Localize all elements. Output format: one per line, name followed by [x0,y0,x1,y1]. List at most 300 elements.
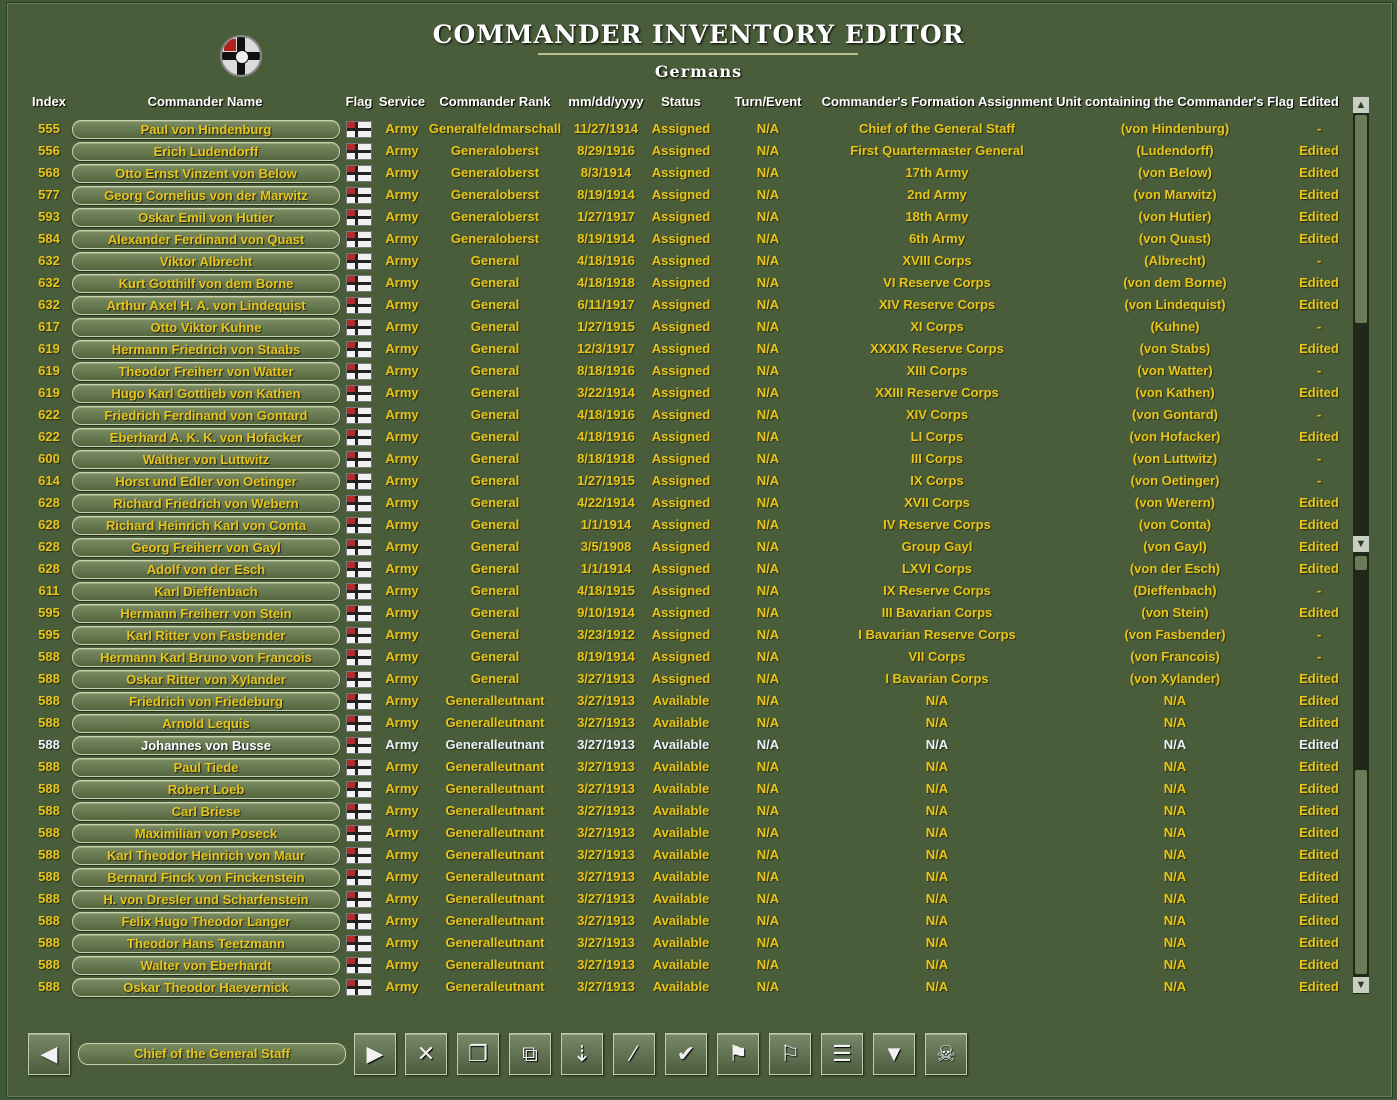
index-cell: 628 [38,517,60,532]
table-row[interactable] [0,976,1350,998]
service-cell: Army [385,297,419,312]
status-cell: Assigned [651,407,711,422]
move-down-icon[interactable]: ▼ [873,1033,915,1075]
table-row[interactable] [0,712,1350,734]
rank-cell: Generaloberst [450,143,540,158]
flag-icon[interactable] [346,781,372,798]
scroll-down-icon[interactable]: ▼ [1353,536,1369,552]
turn-cell: N/A [756,363,780,378]
flag-icon[interactable] [346,341,372,358]
service-cell: Army [385,517,419,532]
index-cell: 588 [38,891,60,906]
status-cell: Available [652,693,710,708]
scroll-up-icon[interactable]: ▲ [1353,97,1369,113]
index-cell: 628 [38,495,60,510]
commander-name-button[interactable]: Theodor Hans Teetzmann [72,934,340,953]
status-cell: Assigned [651,341,711,356]
table-row[interactable] [0,756,1350,778]
table-row[interactable] [0,822,1350,844]
commander-name-button[interactable]: Arnold Lequis [72,714,340,733]
status-cell: Assigned [651,473,711,488]
commander-name-button[interactable]: Oskar Theodor Haevernick [72,978,340,997]
formation-cell: IX Corps [910,473,964,488]
flag-icon[interactable] [346,495,372,512]
edited-cell: Edited [1299,737,1339,752]
commander-name-button[interactable]: Johannes von Busse [72,736,340,755]
header-index[interactable]: Index [32,94,66,109]
date-cell: 12/3/1917 [577,341,635,356]
table-row[interactable] [0,404,1350,426]
status-cell: Assigned [651,121,711,136]
status-cell: Assigned [651,451,711,466]
service-cell: Army [385,561,419,576]
flag-icon[interactable] [346,913,372,930]
table-row[interactable] [0,690,1350,712]
scrollbar-thumb-lower[interactable] [1355,770,1367,974]
flag-icon[interactable] [346,979,372,996]
table-row[interactable] [0,954,1350,976]
unit-cell: (von Hindenburg) [1120,121,1230,136]
flag-icon[interactable] [346,957,372,974]
unit-cell: N/A [1163,847,1187,862]
table-row[interactable] [0,558,1350,580]
turn-cell: N/A [756,165,780,180]
formation-cell: First Quartermaster General [850,143,1024,158]
edited-cell: - [1316,627,1322,642]
commander-name-button[interactable]: Eberhard A. K. K. von Hofacker [72,428,340,447]
table-row[interactable] [0,140,1350,162]
edited-cell: Edited [1299,275,1339,290]
flag-icon[interactable] [346,429,372,446]
rank-cell: General [470,605,520,620]
service-cell: Army [385,605,419,620]
flag-icon[interactable] [346,715,372,732]
table-row[interactable] [0,734,1350,756]
commander-name-button[interactable]: Arthur Axel H. A. von Lindequist [72,296,340,315]
index-cell: 588 [38,759,60,774]
flag-icon[interactable] [346,297,372,314]
commander-name-button[interactable]: Hermann Karl Bruno von Francois [72,648,340,667]
header-name[interactable]: Commander Name [147,94,263,109]
service-cell: Army [385,693,419,708]
turn-cell: N/A [756,143,780,158]
table-row[interactable] [0,316,1350,338]
formation-cell: XIV Corps [905,407,969,422]
unit-cell: (von Lindequist) [1124,297,1226,312]
table-row[interactable] [0,844,1350,866]
commander-name-button[interactable]: Oskar Emil von Hutier [72,208,340,227]
unit-cell: (Ludendorff) [1136,143,1214,158]
service-cell: Army [385,209,419,224]
commander-name-button[interactable]: Richard Friedrich von Webern [72,494,340,513]
flag-icon[interactable] [346,825,372,842]
unit-cell: N/A [1163,891,1187,906]
edited-cell: Edited [1299,297,1339,312]
flag-icon[interactable] [346,473,372,490]
edit-pen-icon[interactable]: ⁄ [613,1033,655,1075]
service-cell: Army [385,715,419,730]
rank-cell: Generalleutnant [445,957,545,972]
flag-icon[interactable] [346,649,372,666]
edited-cell: Edited [1299,429,1339,444]
edited-cell: - [1316,649,1322,664]
swap-icon[interactable]: ⧉ [509,1033,551,1075]
commander-name-button[interactable]: Theodor Freiherr von Watter [72,362,340,381]
status-cell: Assigned [651,209,711,224]
table-row[interactable] [0,514,1350,536]
header-edited[interactable]: Edited [1299,94,1339,109]
edited-cell: Edited [1299,165,1339,180]
status-cell: Available [652,913,710,928]
service-cell: Army [385,627,419,642]
flag-icon[interactable] [346,209,372,226]
turn-cell: N/A [756,737,780,752]
formation-cell: I Bavarian Corps [885,671,989,686]
rank-cell: Generaloberst [450,165,540,180]
rank-cell: General [470,671,520,686]
turn-cell: N/A [756,187,780,202]
unit-cell: (von Hutier) [1138,209,1212,224]
flag-icon[interactable] [346,759,372,776]
date-cell: 4/18/1916 [577,407,635,422]
date-cell: 8/29/1916 [577,143,635,158]
flag-icon[interactable] [346,935,372,952]
edited-cell: Edited [1299,187,1339,202]
rank-cell: Generaloberst [450,231,540,246]
commander-name-button[interactable]: Oskar Ritter von Xylander [72,670,340,689]
flag-icon[interactable] [346,891,372,908]
flag-icon[interactable] [346,319,372,336]
unit-cell: N/A [1163,979,1187,994]
unit-cell: N/A [1163,693,1187,708]
flag-icon[interactable] [346,561,372,578]
kill-commander-icon[interactable]: ☠ [925,1033,967,1075]
table-row[interactable] [0,866,1350,888]
service-cell: Army [385,319,419,334]
service-cell: Army [385,495,419,510]
service-cell: Army [385,473,419,488]
flag-icon[interactable] [346,363,372,380]
service-cell: Army [385,649,419,664]
flag-icon[interactable] [346,539,372,556]
formation-cell: N/A [925,715,949,730]
service-cell: Army [385,737,419,752]
turn-cell: N/A [756,935,780,950]
flag-icon[interactable] [346,385,372,402]
rank-cell: Generalleutnant [445,869,545,884]
edited-cell: Edited [1299,209,1339,224]
date-cell: 1/1/1914 [580,561,632,576]
commander-name-button[interactable]: Richard Heinrich Karl von Conta [72,516,340,535]
header-service[interactable]: Service [378,94,426,109]
index-cell: 614 [38,473,60,488]
commander-name-button[interactable]: Felix Hugo Theodor Langer [72,912,340,931]
formation-cell: 2nd Army [907,187,967,202]
commander-name-button[interactable]: Erich Ludendorff [72,142,340,161]
scrollbar-thumb-secondary[interactable] [1355,556,1367,570]
flag-icon[interactable] [346,627,372,644]
commander-name-button[interactable]: Bernard Finck von Finckenstein [72,868,340,887]
formation-cell: N/A [925,847,949,862]
index-cell: 555 [38,121,60,136]
flag-icon[interactable] [346,187,372,204]
status-cell: Assigned [651,583,711,598]
date-cell: 4/18/1916 [577,429,635,444]
sort-icon[interactable]: ⇣ [561,1033,603,1075]
turn-cell: N/A [756,495,780,510]
index-cell: 619 [38,341,60,356]
commander-name-button[interactable]: Kurt Gotthilf von dem Borne [72,274,340,293]
header-date[interactable]: mm/dd/yyyy [568,94,644,109]
table-row[interactable] [0,162,1350,184]
unit-cell: (von Conta) [1138,517,1212,532]
table-row[interactable] [0,206,1350,228]
status-cell: Assigned [651,187,711,202]
formation-cell: XIII Corps [906,363,968,378]
flag-icon[interactable] [346,451,372,468]
commander-name-button[interactable]: Viktor Albrecht [72,252,340,271]
flag-icon[interactable] [346,693,372,710]
status-cell: Assigned [651,649,711,664]
unit-cell: (von Fasbender) [1124,627,1226,642]
commander-name-button[interactable]: Friedrich von Friedeburg [72,692,340,711]
rank-cell: Generalleutnant [445,803,545,818]
flag-icon[interactable] [346,737,372,754]
header-rank[interactable]: Commander Rank [439,94,551,109]
rank-cell: Generalfeldmarschall [428,121,562,136]
rank-cell: Generalleutnant [445,935,545,950]
unit-cell: N/A [1163,825,1187,840]
date-cell: 8/18/1918 [577,451,635,466]
table-row[interactable] [0,470,1350,492]
index-cell: 593 [38,209,60,224]
next-formation-button[interactable]: ▶ [354,1033,396,1075]
header-turn[interactable]: Turn/Event [734,94,802,109]
edited-cell: - [1316,253,1322,268]
commander-name-button[interactable]: Adolf von der Esch [72,560,340,579]
index-cell: 556 [38,143,60,158]
table-row[interactable] [0,184,1350,206]
flag-icon[interactable] [346,605,372,622]
status-cell: Available [652,825,710,840]
service-cell: Army [385,583,419,598]
table-row[interactable] [0,294,1350,316]
turn-cell: N/A [756,539,780,554]
table-row[interactable] [0,800,1350,822]
index-cell: 628 [38,561,60,576]
flag-icon[interactable] [346,407,372,424]
unit-cell: N/A [1163,803,1187,818]
table-row[interactable] [0,536,1350,558]
status-cell: Assigned [651,517,711,532]
service-cell: Army [385,407,419,422]
flag-icon[interactable] [346,583,372,600]
table-row[interactable] [0,426,1350,448]
turn-cell: N/A [756,429,780,444]
flag-icon[interactable] [346,847,372,864]
commander-name-button[interactable]: H. von Dresler und Scharfenstein [72,890,340,909]
assign-flag-icon[interactable]: ⚑ [717,1033,759,1075]
table-row[interactable] [0,778,1350,800]
commander-name-button[interactable]: Friedrich Ferdinand von Gontard [72,406,340,425]
commander-name-button[interactable]: Paul Tiede [72,758,340,777]
commander-name-button[interactable]: Karl Dieffenbach [72,582,340,601]
table-row[interactable] [0,228,1350,250]
status-cell: Available [652,847,710,862]
edited-cell: Edited [1299,385,1339,400]
flag-icon[interactable] [346,869,372,886]
commander-name-button[interactable]: Paul von Hindenburg [72,120,340,139]
flag-icon[interactable] [346,231,372,248]
table-row[interactable] [0,382,1350,404]
table-row[interactable] [0,492,1350,514]
copy-icon[interactable]: ❐ [457,1033,499,1075]
commander-name-button[interactable]: Horst und Edler von Oetinger [72,472,340,491]
scroll-end-icon[interactable]: ▼ [1353,977,1369,993]
turn-cell: N/A [756,583,780,598]
commander-name-button[interactable]: Otto Viktor Kuhne [72,318,340,337]
service-cell: Army [385,869,419,884]
table-row[interactable] [0,932,1350,954]
edited-cell: Edited [1299,143,1339,158]
service-cell: Army [385,825,419,840]
commander-name-button[interactable]: Robert Loeb [72,780,340,799]
status-cell: Assigned [651,385,711,400]
table-row[interactable] [0,338,1350,360]
commander-name-button[interactable]: Hermann Freiherr von Stein [72,604,340,623]
list-icon[interactable]: ☰ [821,1033,863,1075]
index-cell: 622 [38,407,60,422]
unit-cell: N/A [1163,781,1187,796]
turn-cell: N/A [756,605,780,620]
rank-cell: General [470,627,520,642]
service-cell: Army [385,341,419,356]
turn-cell: N/A [756,715,780,730]
flag-icon[interactable] [346,165,372,182]
index-cell: 600 [38,451,60,466]
edited-cell: Edited [1299,605,1339,620]
commander-name-button[interactable]: Walter von Eberhardt [72,956,340,975]
rank-cell: General [470,253,520,268]
commander-name-button[interactable]: Walther von Luttwitz [72,450,340,469]
date-cell: 4/22/1914 [577,495,635,510]
date-cell: 3/27/1913 [577,671,635,686]
index-cell: 568 [38,165,60,180]
table-row[interactable] [0,250,1350,272]
date-cell: 3/27/1913 [577,737,635,752]
table-row[interactable] [0,624,1350,646]
edited-cell: - [1316,451,1322,466]
formation-cell: XXXIX Reserve Corps [870,341,1004,356]
unit-cell: (von Stabs) [1139,341,1211,356]
delete-icon[interactable]: ✕ [405,1033,447,1075]
index-cell: 577 [38,187,60,202]
rank-cell: Generaloberst [450,187,540,202]
table-row[interactable] [0,888,1350,910]
commander-name-button[interactable]: Maximilian von Poseck [72,824,340,843]
service-cell: Army [385,187,419,202]
rank-cell: Generalleutnant [445,825,545,840]
formation-cell: IX Reserve Corps [883,583,991,598]
unit-cell: (von Stein) [1141,605,1209,620]
index-cell: 619 [38,363,60,378]
commander-name-button[interactable]: Hermann Friedrich von Staabs [72,340,340,359]
unit-cell: (von Xylander) [1129,671,1221,686]
index-cell: 588 [38,957,60,972]
flag-icon[interactable] [346,803,372,820]
table-row[interactable] [0,646,1350,668]
previous-formation-button[interactable]: ◀ [28,1033,70,1075]
commander-name-button[interactable]: Georg Cornelius von der Marwitz [72,186,340,205]
table-row[interactable] [0,272,1350,294]
turn-cell: N/A [756,209,780,224]
unit-cell: N/A [1163,737,1187,752]
table-row[interactable] [0,602,1350,624]
status-cell: Available [652,935,710,950]
index-cell: 588 [38,803,60,818]
rank-cell: Generaloberst [450,209,540,224]
flag-icon[interactable] [346,253,372,270]
status-cell: Assigned [651,561,711,576]
header-unit[interactable]: Unit containing the Commander's Flag [1056,94,1294,109]
table-row[interactable] [0,118,1350,140]
commander-name-button[interactable]: Karl Theodor Heinrich von Maur [72,846,340,865]
flag-icon[interactable] [346,143,372,160]
formation-cell: III Bavarian Corps [881,605,993,620]
current-formation-field[interactable]: Chief of the General Staff [78,1043,346,1065]
commander-name-button[interactable]: Carl Briese [72,802,340,821]
header-status[interactable]: Status [661,94,701,109]
flag-icon[interactable] [346,671,372,688]
header-flag[interactable]: Flag [345,94,373,109]
commander-name-button[interactable]: Hugo Karl Gottlieb von Kathen [72,384,340,403]
formation-cell: XXIII Reserve Corps [875,385,999,400]
status-cell: Available [652,803,710,818]
turn-cell: N/A [756,451,780,466]
header-formation[interactable]: Commander's Formation Assignment [821,94,1053,109]
table-row[interactable] [0,580,1350,602]
table-row[interactable] [0,910,1350,932]
date-cell: 1/27/1915 [577,319,635,334]
commander-name-button[interactable]: Georg Freiherr von Gayl [72,538,340,557]
service-cell: Army [385,847,419,862]
accept-check-icon[interactable]: ✔ [665,1033,707,1075]
service-cell: Army [385,363,419,378]
flag-icon[interactable] [346,517,372,534]
unit-cell: (von Marwitz) [1133,187,1217,202]
date-cell: 9/10/1914 [577,605,635,620]
unit-cell: N/A [1163,715,1187,730]
table-row[interactable] [0,448,1350,470]
turn-cell: N/A [756,407,780,422]
scrollbar-thumb[interactable] [1355,115,1367,323]
date-cell: 3/27/1913 [577,847,635,862]
edited-cell: Edited [1299,957,1339,972]
edit-flag-icon[interactable]: ⚐ [769,1033,811,1075]
formation-cell: XI Corps [910,319,964,334]
rank-cell: General [470,649,520,664]
table-row[interactable] [0,360,1350,382]
table-row[interactable] [0,668,1350,690]
flag-icon[interactable] [346,275,372,292]
unit-cell: (Dieffenbach) [1133,583,1217,598]
status-cell: Available [652,715,710,730]
commander-name-button[interactable]: Otto Ernst Vinzent von Below [72,164,340,183]
formation-cell: XVIII Corps [902,253,972,268]
commander-name-button[interactable]: Karl Ritter von Fasbender [72,626,340,645]
commander-name-button[interactable]: Alexander Ferdinand von Quast [72,230,340,249]
flag-icon[interactable] [346,121,372,138]
